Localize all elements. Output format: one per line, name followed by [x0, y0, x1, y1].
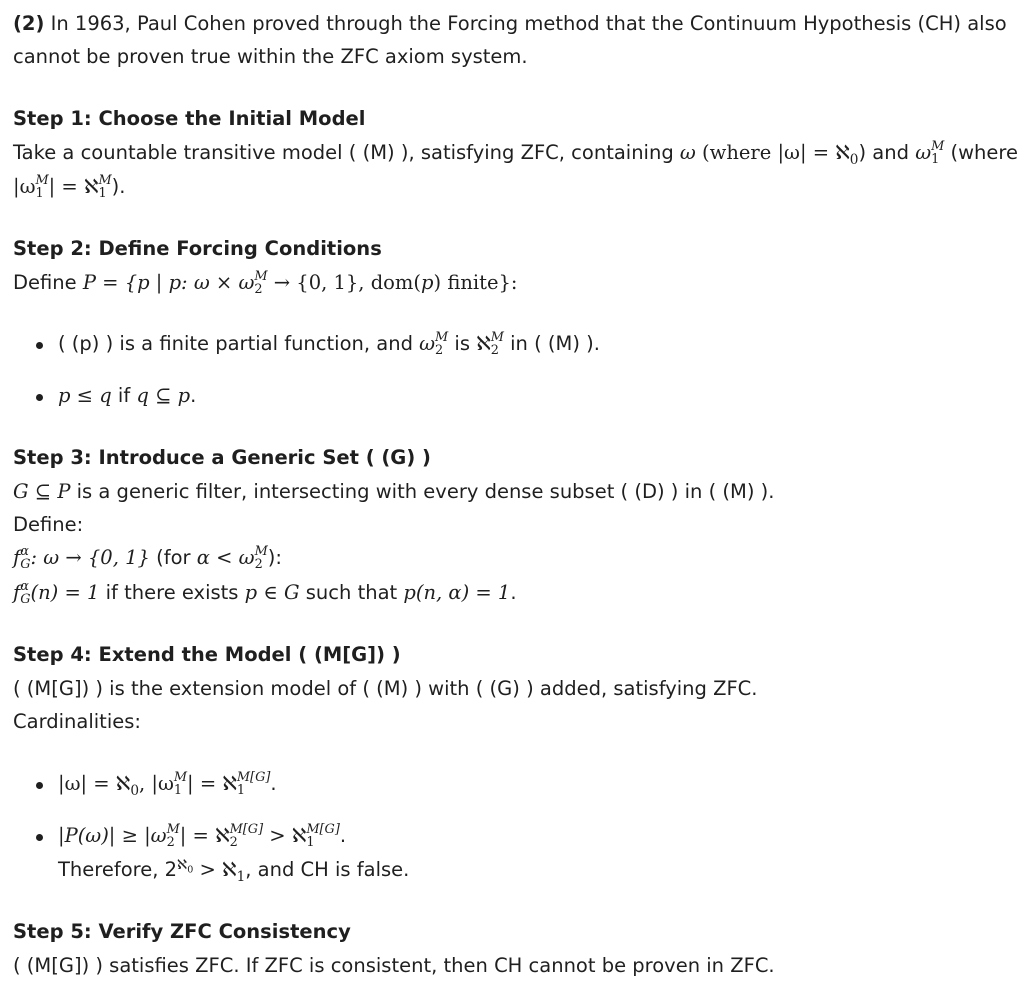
step1-text-d: (where [944, 141, 1018, 164]
intro-line-2 [13, 44, 1029, 70]
step3-line4-f: . [510, 581, 517, 604]
sub-2: 2 [166, 834, 175, 850]
step2-define-word: Define [13, 271, 83, 294]
intro-line-1 [13, 11, 1029, 37]
sup-MG: M[G] [229, 821, 264, 837]
sub-2: 2 [490, 342, 499, 358]
sub-1: 1 [98, 185, 107, 201]
step2-bullet-2 [58, 383, 1029, 409]
step2-bullet-1 [58, 331, 1029, 357]
sup-M: M [254, 543, 268, 559]
step3-f-scripts [20, 578, 31, 607]
step3-line4-a: (n) = 1 [30, 581, 100, 604]
step4-b2-b: | = ℵ [179, 824, 230, 847]
sup-aleph: ℵ [177, 856, 188, 873]
step4-b1-c: | = ℵ [187, 772, 237, 795]
step3-heading: Step 3: Introduce a Generic Set ( (G) ) [13, 446, 431, 469]
intro-text-2: cannot be proven true within the ZFC axiom system. [13, 45, 528, 68]
step2-def-a: P = {p | p: ω × ω [82, 271, 255, 294]
sub-2: 2 [254, 556, 263, 572]
step2-bullet1-b: is [448, 332, 477, 355]
step4-therefore-sup [177, 856, 194, 876]
sub-2: 2 [254, 281, 263, 297]
step1-omega-card: (where |ω| = ℵ [695, 141, 850, 164]
sub-G: G [20, 591, 31, 607]
step4-b1-scripts-1 [173, 769, 188, 798]
step4-therefore-sub: 1 [236, 868, 246, 885]
step3-f-scripts [20, 543, 31, 572]
step3-line1-text: is a generic filter, intersecting with every dense subset ( (D) ) in ( (M) ). [70, 480, 775, 503]
step1-omega1-scripts [931, 138, 945, 167]
sup-MG: M[G] [236, 769, 271, 785]
step3-line-1 [13, 479, 1029, 505]
sub-1: 1 [931, 151, 940, 167]
sub-1: 1 [35, 185, 44, 201]
step2-bullet2-a: p ≤ q [58, 384, 112, 407]
sup-alpha: α [20, 578, 29, 594]
step3-line4-e: p(n, α) = 1 [403, 581, 511, 604]
sup-alpha: α [20, 543, 29, 559]
sup-M: M [254, 268, 268, 284]
step4-therefore-c: , and CH is false. [245, 858, 410, 881]
step3-define: Define: [13, 513, 84, 536]
step4-b1-d: . [270, 772, 277, 795]
step4-bullet-1 [58, 771, 1029, 797]
step2-def-scripts [254, 268, 268, 297]
step1-line2-scripts-1 [35, 172, 49, 201]
step2-bullet1-aleph: ℵ [476, 332, 491, 355]
step2-def-b: → {0, 1}, dom( [267, 271, 422, 294]
step4-b1-sub0: 0 [130, 782, 139, 799]
step3-line3-a: : ω → {0, 1} [30, 546, 150, 569]
step5-heading: Step 5: Verify ZFC Consistency [13, 920, 351, 943]
step1-line2-b: | = ℵ [48, 175, 99, 198]
step2-definition [13, 270, 1029, 296]
intro-text-1: In 1963, Paul Cohen proved through the Forcing method that the Continuum Hypothesis (CH) also [50, 12, 1007, 35]
sub-2: 2 [229, 834, 238, 850]
step4-therefore [58, 857, 1029, 883]
step3-f: f [13, 581, 21, 604]
step2-bullet1-omega: ω [419, 332, 436, 355]
step1-line2-a: |ω [13, 175, 36, 198]
step3-line-3 [13, 545, 1029, 571]
step1-text-a: Take a countable transitive model ( (M) ), satisfying ZFC, containing [13, 141, 680, 164]
sup-M: M [35, 172, 49, 188]
step1-omega: ω [679, 141, 696, 164]
step4-therefore-b: > ℵ [193, 858, 237, 881]
step3-line3-c: α < ω [196, 546, 255, 569]
step1-text-c: ) and [858, 141, 916, 164]
sup-M: M [98, 172, 112, 188]
sub-2: 2 [435, 342, 444, 358]
step2-bullet1-c: in ( (M) ). [503, 332, 600, 355]
step4-therefore-a: Therefore, 2 [58, 858, 178, 881]
step2-def-p: p [421, 271, 434, 294]
step1-heading: Step 1: Choose the Initial Model [13, 107, 366, 130]
step3-line1-math: G ⊆ P [13, 480, 71, 503]
step2-bullet1-scripts-2 [490, 329, 504, 358]
sub-1: 1 [306, 834, 315, 850]
step1-line2-c: ). [111, 175, 126, 198]
step3-line-4 [13, 580, 1029, 606]
step1-line-1 [13, 140, 1029, 166]
step4-b2-a: |P(ω)| ≥ |ω [58, 824, 167, 847]
step3-line3-b: (for [149, 546, 197, 569]
step1-line2-scripts-2 [98, 172, 112, 201]
step4-line-1: ( (M[G]) ) is the extension model of ( (M) ) with ( (G) ) added, satisfying ZFC. [13, 677, 758, 700]
step4-line-2: Cardinalities: [13, 710, 141, 733]
step4-bullet-2 [58, 823, 1029, 849]
step4-b2-c: > ℵ [263, 824, 307, 847]
step2-bullet2-d: . [190, 384, 197, 407]
sup-M: M [490, 329, 504, 345]
intro-label: (2) [13, 12, 45, 35]
step3-line4-b: if there exists [99, 581, 245, 604]
sub-G: G [20, 556, 31, 572]
step1-line-2 [13, 174, 1029, 200]
step2-bullet2-c: q ⊆ p [136, 384, 191, 407]
sup-M: M [173, 769, 188, 785]
bullet-icon [36, 834, 43, 841]
step3-f: f [13, 546, 21, 569]
bullet-icon [36, 342, 43, 349]
sup-M: M [166, 821, 180, 837]
sub-1: 1 [173, 782, 183, 798]
step3-line4-c: p ∈ G [244, 581, 300, 604]
step5-line-1: ( (M[G]) ) satisfies ZFC. If ZFC is consistent, then CH cannot be proven in ZFC. [13, 954, 775, 977]
step2-def-c: ) finite}: [433, 271, 518, 294]
sub-1: 1 [236, 782, 246, 798]
step4-heading: Step 4: Extend the Model ( (M[G]) ) [13, 643, 401, 666]
step1-sub0: 0 [849, 151, 859, 168]
step3-omega-scripts [254, 543, 268, 572]
step3-line4-d: such that [299, 581, 404, 604]
sup-M: M [931, 138, 945, 154]
step3-line3-d: ): [267, 546, 282, 569]
step4-b1-a: |ω| = ℵ [58, 772, 131, 795]
step2-bullet1-a: ( (p) ) is a finite partial function, and [58, 332, 420, 355]
step4-b2-scripts-2 [229, 821, 264, 850]
sup-aleph-sub: 0 [187, 864, 194, 876]
sup-MG: M[G] [306, 821, 340, 837]
step2-bullet1-scripts-1 [435, 329, 449, 358]
bullet-icon [36, 782, 43, 789]
step4-b2-scripts-3 [306, 821, 340, 850]
step1-omega1: ω [915, 141, 932, 164]
step4-b2-scripts-1 [166, 821, 180, 850]
bullet-icon [36, 394, 43, 401]
step4-b2-d: . [339, 824, 347, 847]
step4-b1-scripts-2 [236, 769, 271, 798]
sup-M: M [435, 329, 449, 345]
step2-bullet2-b: if [111, 384, 137, 407]
step2-heading: Step 2: Define Forcing Conditions [13, 237, 382, 260]
step4-b1-b: , |ω [139, 772, 174, 795]
